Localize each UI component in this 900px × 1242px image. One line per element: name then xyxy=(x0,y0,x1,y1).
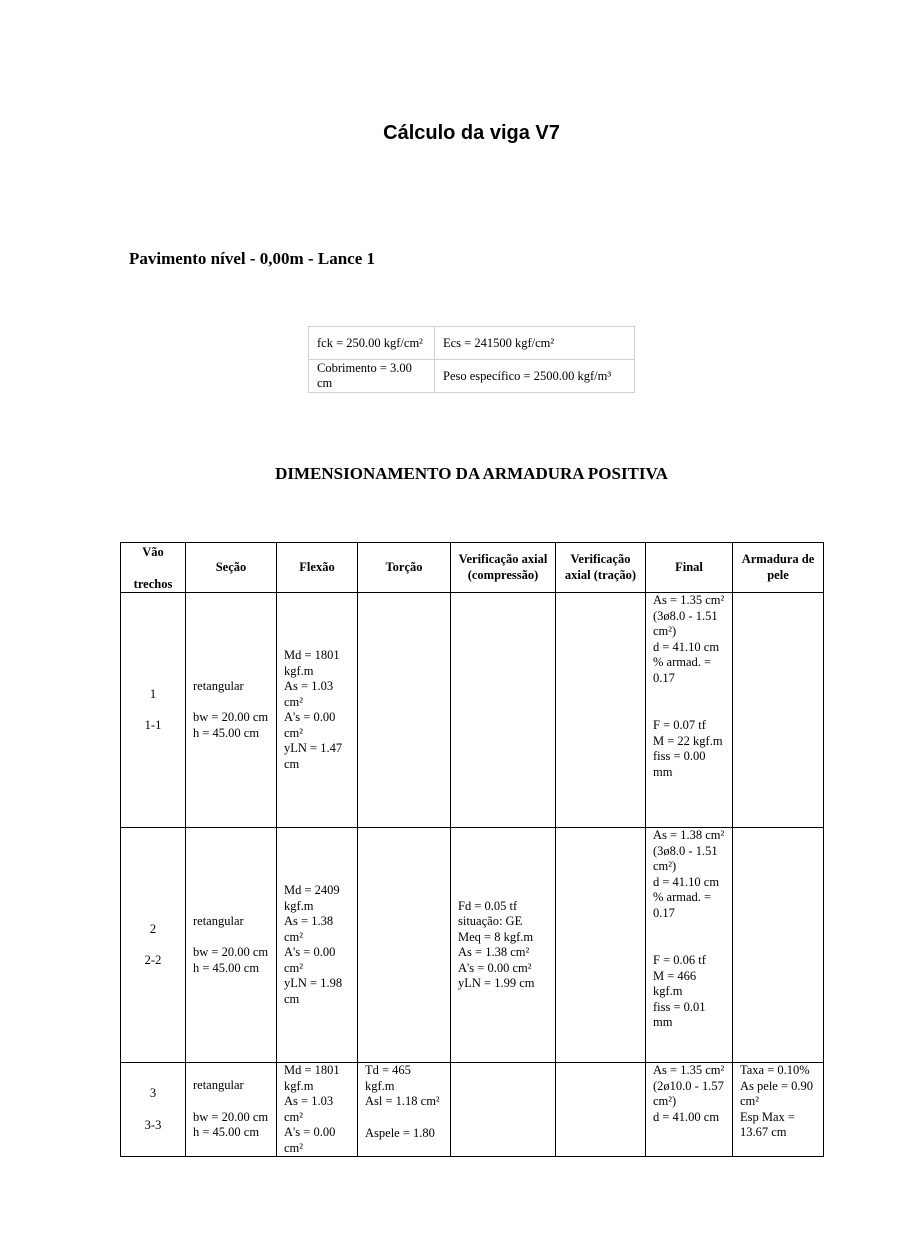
torsion-values: Td = 465 kgf.m Asl = 1.18 cm² xyxy=(365,1063,440,1108)
flexure-cell xyxy=(277,1063,358,1157)
flexure-values: Md = 1801 kgf.m As = 1.03 cm² A's = 0.00 cm² yLN = 1.47 cm xyxy=(284,648,343,771)
header-verificacao-tracao: Verificação axial (tração) xyxy=(556,543,646,593)
axial-tension-cell xyxy=(556,828,646,1063)
axial-compression-cell xyxy=(451,593,556,828)
span-cell xyxy=(121,1063,186,1157)
header-vao xyxy=(121,543,186,593)
section-width: bw = 20.00 cm xyxy=(193,710,269,725)
span-number: 2 xyxy=(149,921,157,936)
torsion-cell xyxy=(358,1063,451,1157)
section-type: retangular xyxy=(193,678,244,693)
material-properties-table xyxy=(308,326,635,393)
specific-weight-cell: Peso específico = 2500.00 kgf/m³ xyxy=(435,360,635,393)
skin-reinforcement-values: Taxa = 0.10% As pele = 0.90 cm² Esp Max = 13.67 cm xyxy=(740,1063,814,1139)
skin-reinforcement-cell xyxy=(733,1063,824,1157)
section-cell xyxy=(186,593,277,828)
flexure-values: Md = 2409 kgf.m As = 1.38 cm² A's = 0.00 cm² yLN = 1.98 cm xyxy=(284,883,343,1006)
final-cracking: F = 0.06 tf M = 466 kgf.m fiss = 0.01 mm xyxy=(653,953,706,1029)
span-number: 1 xyxy=(149,686,157,701)
section-heading: DIMENSIONAMENTO DA ARMADURA POSITIVA xyxy=(275,464,668,483)
final-reinforcement: As = 1.35 cm² (3ø8.0 - 1.51 cm²) d = 41.10 cm % armad. = 0.17 xyxy=(653,593,725,685)
section-height: h = 45.00 cm xyxy=(193,960,260,975)
header-vao-label: Vão xyxy=(142,545,164,559)
fck-cell: fck = 250.00 kgf/cm² xyxy=(309,327,435,360)
final-cell xyxy=(646,828,733,1063)
axial-tension-cell xyxy=(556,1063,646,1157)
span-cell xyxy=(121,593,186,828)
span-segment: 2-2 xyxy=(144,953,162,967)
flexure-cell xyxy=(277,593,358,828)
header-armadura-pele: Armadura de pele xyxy=(733,543,824,593)
header-secao: Seção xyxy=(186,543,277,593)
torsion-cell xyxy=(358,828,451,1063)
span-segment: 3-3 xyxy=(144,1117,162,1132)
axial-tension-cell xyxy=(556,593,646,828)
header-trechos-label: trechos xyxy=(133,576,173,591)
properties-row xyxy=(309,360,635,393)
final-cell xyxy=(646,1063,733,1157)
axial-compression-cell xyxy=(451,1063,556,1157)
header-final: Final xyxy=(646,543,733,593)
section-width: bw = 20.00 cm xyxy=(193,1109,269,1124)
span-number: 3 xyxy=(149,1086,157,1100)
final-cell xyxy=(646,593,733,828)
final-cracking: F = 0.07 tf M = 22 kgf.m fiss = 0.00 mm xyxy=(653,718,723,779)
flexure-cell xyxy=(277,828,358,1063)
header-flexao: Flexão xyxy=(277,543,358,593)
span-segment: 1-1 xyxy=(144,718,162,732)
cover-cell: Cobrimento = 3.00 cm xyxy=(309,360,435,393)
section-type: retangular xyxy=(193,913,244,928)
section-cell xyxy=(186,1063,277,1157)
page-title: Cálculo da viga V7 xyxy=(383,122,560,144)
header-torcao: Torção xyxy=(358,543,451,593)
section-height: h = 45.00 cm xyxy=(193,725,260,740)
ecs-cell: Ecs = 241500 kgf/cm² xyxy=(435,327,635,360)
skin-reinforcement-cell xyxy=(733,828,824,1063)
flexure-values: Md = 1801 kgf.m As = 1.03 cm² A's = 0.00 cm² xyxy=(284,1063,340,1155)
axial-compression-cell xyxy=(451,828,556,1063)
floor-heading: Pavimento nível - 0,00m - Lance 1 xyxy=(129,249,375,268)
span-cell xyxy=(121,828,186,1063)
axial-compression-values: Fd = 0.05 tf situação: GE Meq = 8 kgf.m As = 1.38 cm² A's = 0.00 cm² yLN = 1.99 cm xyxy=(458,898,535,990)
final-reinforcement: As = 1.35 cm² (2ø10.0 - 1.57 cm²) d = 41.00 cm xyxy=(653,1063,725,1124)
final-reinforcement: As = 1.38 cm² (3ø8.0 - 1.51 cm²) d = 41.10 cm % armad. = 0.17 xyxy=(653,828,725,920)
section-cell xyxy=(186,828,277,1063)
torsion-skin: Aspele = 1.80 xyxy=(365,1125,435,1140)
header-row xyxy=(121,543,824,593)
torsion-cell xyxy=(358,593,451,828)
header-verificacao-compressao: Verificação axial (compressão) xyxy=(451,543,556,593)
table-row xyxy=(121,1063,824,1157)
section-height: h = 45.00 cm xyxy=(193,1125,260,1140)
table-row xyxy=(121,828,824,1063)
table-row xyxy=(121,593,824,828)
section-width: bw = 20.00 cm xyxy=(193,945,269,960)
section-type: retangular xyxy=(193,1078,244,1093)
properties-row xyxy=(309,327,635,360)
skin-reinforcement-cell xyxy=(733,593,824,828)
positive-reinforcement-table xyxy=(120,542,824,1157)
